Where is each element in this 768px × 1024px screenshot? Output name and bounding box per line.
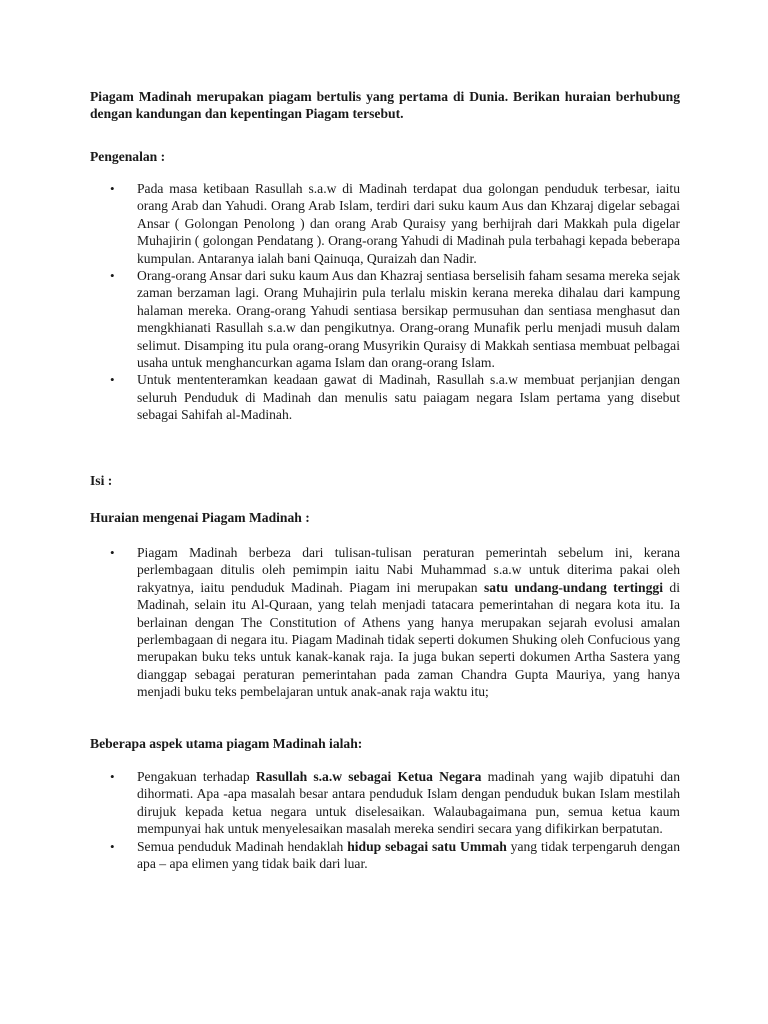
aspek-list — [90, 768, 680, 872]
text-run: Pengakuan terhadap — [137, 769, 256, 784]
text-run: Semua penduduk Madinah hendaklah — [137, 838, 348, 854]
list-item: • Pada masa ketibaan Rasullah s.a.w di Madinah terdapat dua golongan penduduk terbesar, iaitu orang Arab dan Yahudi. Orang Arab Islam, terdiri dari suku kaum Aus dan Khzaraj digelar sebagai Ansar ( Golongan Penolong ) dan orang Arab Quraisy yang berhijrah dari Makkah pula digelar Muhajirin ( golongan Pendatang ). Orang-orang Yahudi di Madinah pula terbahagi kepada beberapa kumpulan. Antaranya ialah bani Qainuqa, Quraizah dan Nadir. — [90, 180, 680, 267]
text-run: madinah yang wajib dipatuhi dan dihormati. Apa -apa masalah besar antara penduduk Islam dengan penduduk bukan Islam mestilah dirujuk kepada ketua negara untuk diselesaikan. Walaubagaimana pun, semua ketua kaum mempunyai hak untuk menyelesaikan masalah mereka sendiri secara yang difikirkan berpatutan. — [137, 769, 680, 837]
emphasis-text: Rasullah s.a.w sebagai Ketua Negara — [255, 769, 482, 784]
huraian-list — [90, 544, 680, 701]
list-item — [90, 838, 680, 873]
emphasis-text: satu undang-undang tertinggi — [483, 579, 663, 595]
text-run: yang tidak terpengaruh dengan apa – apa elimen yang tidak baik dari luar. — [137, 838, 681, 872]
heading-isi: Isi : — [90, 473, 113, 488]
list-item: • Orang-orang Ansar dari suku kaum Aus dan Khazraj sentiasa berselisih faham sesama mereka sejak zaman berzaman lagi. Orang Muhajirin pula terlalu miskin kerana mereka dihalau dari kampung halaman mereka. Orang-orang Yahudi sentiasa bersikap permusuhan dan sentiasa menghasut dan mengkhianati Rasullah s.a.w dan pengikutnya. Orang-orang Munafik perlu menjadi musuh dalam selimut. Disamping itu pula orang-orang Musyrikin Quraisy di Makkah sentiasa membuat pelbagai usaha untuk menghancurkan agama Islam dan orang-orang Islam. — [90, 267, 680, 371]
text-run: Piagam Madinah berbeza dari tulisan-tulisan peraturan pemerintah sebelum ini, kerana perlembagaan ditulis oleh pemimpin iaitu Nabi Muhammad s.a.w untuk diterima pakai oleh rakyatnya, iaitu penduduk Madinah. Piagam ini merupakan — [137, 545, 680, 595]
list-item — [90, 768, 680, 838]
list-item — [90, 544, 680, 701]
heading-aspek: Beberapa aspek utama piagam Madinah ialah: — [90, 736, 363, 751]
document-title — [90, 88, 680, 123]
emphasis-text: hidup sebagai satu Ummah — [347, 838, 507, 854]
heading-pengenalan: Pengenalan : — [90, 149, 166, 164]
heading-huraian: Huraian mengenai Piagam Madinah : — [90, 510, 310, 525]
title-text: Piagam Madinah merupakan piagam bertulis yang pertama di Dunia. Berikan huraian berhubung dengan kandungan dan kepentingan Piagam tersebut. — [90, 89, 680, 122]
text-run: di Madinah, selain itu Al-Quraan, yang telah menjadi tatacara pemerintahan di negara kota itu. Ia berlainan dengan The Constitution of Athens yang hanya merupakan sejarah evolusi amalan perlembagaan di negara itu. Piagam Madinah tidak seperti dokumen Shuking oleh Confucious yang merupakan buku teks untuk kanak-kanak raja. Ia juga bukan seperti dokumen Artha Sastera yang dianggap sebagai peraturan pemerintahan pada zaman Chandra Gupta Mauriya, yang hanya menjadi buku teks pembelajaran untuk anak-anak raja waktu itu; — [137, 579, 680, 700]
list-item: • Untuk mententeramkan keadaan gawat di Madinah, Rasullah s.a.w membuat perjanjian dengan seluruh Penduduk di Madinah dan menulis satu paiagam negara Islam pertama yang disebut sebagai Sahifah al-Madinah. — [90, 371, 680, 423]
pengenalan-list — [90, 180, 680, 424]
